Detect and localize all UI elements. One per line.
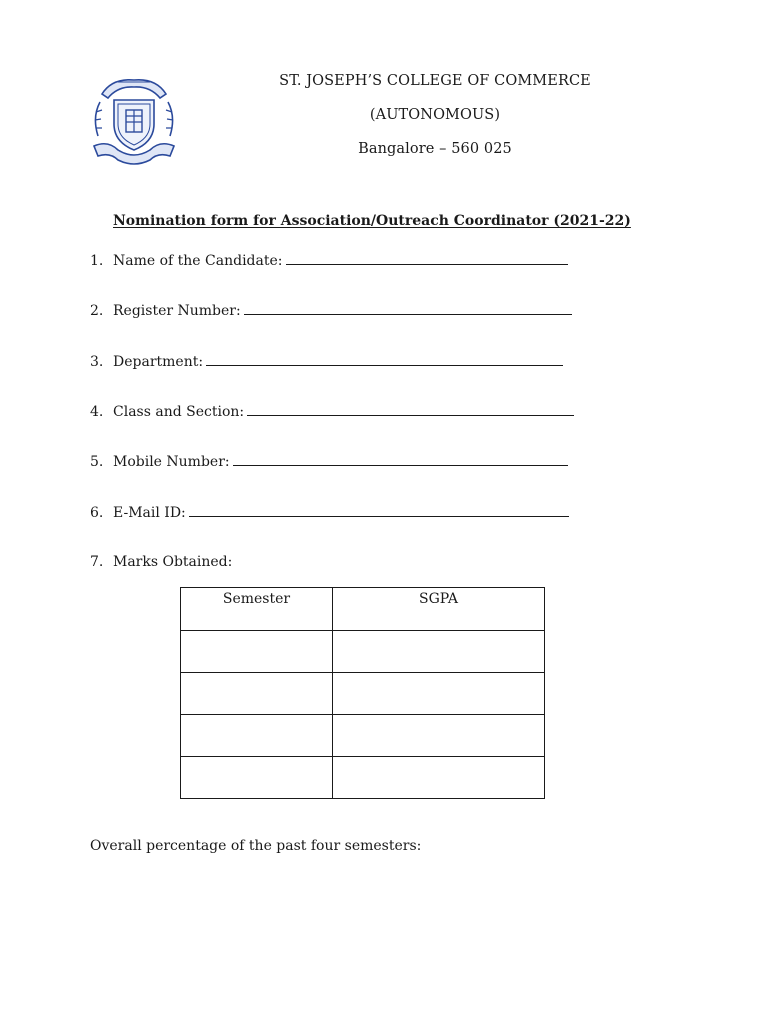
college-crest-icon [88,72,180,168]
sgpa-cell[interactable] [333,757,545,799]
table-row [181,631,545,673]
table-row [181,715,545,757]
table-row [181,757,545,799]
register-number-field[interactable] [244,302,572,315]
table-header-row [181,588,545,631]
form-title: Nomination form for Association/Outreach Coordinator (2021-22) [113,213,631,229]
semester-header: Semester [181,588,333,631]
field-mobile-number [90,453,568,470]
semester-cell[interactable] [181,715,333,757]
field-candidate-name [90,252,568,269]
sgpa-cell[interactable] [333,631,545,673]
field-label: Register Number: [113,303,241,319]
field-number: 5. [90,454,104,470]
field-label: Marks Obtained: [113,554,233,570]
field-email [90,504,569,521]
semester-cell[interactable] [181,673,333,715]
semester-cell[interactable] [181,757,333,799]
autonomous-status: (AUTONOMOUS) [369,107,501,123]
mobile-number-field[interactable] [233,453,568,466]
candidate-name-field[interactable] [286,252,568,265]
institution-name: ST. JOSEPH’S COLLEGE OF COMMERCE [279,73,591,89]
field-class-section [90,403,574,420]
field-label: Class and Section: [113,404,245,420]
field-number: 2. [90,303,104,319]
field-department [90,353,563,370]
field-label: Name of the Candidate: [113,253,283,269]
college-address: Bangalore – 560 025 [358,141,512,157]
field-label: E-Mail ID: [113,505,186,521]
email-field[interactable] [189,504,569,517]
sgpa-cell[interactable] [333,673,545,715]
field-number: 6. [90,505,104,521]
field-register-number [90,302,572,319]
field-number: 4. [90,404,104,420]
field-marks-obtained [90,554,232,570]
field-number: 3. [90,354,104,370]
class-section-field[interactable] [247,403,574,416]
field-label: Department: [113,354,204,370]
field-number: 7. [90,554,104,570]
marks-table [180,587,545,799]
sgpa-cell[interactable] [333,715,545,757]
overall-percentage-label: Overall percentage of the past four semesters: [90,838,422,854]
field-number: 1. [90,253,104,269]
table-row [181,673,545,715]
sgpa-header: SGPA [333,588,545,631]
field-label: Mobile Number: [113,454,230,470]
semester-cell[interactable] [181,631,333,673]
department-field[interactable] [206,353,563,366]
